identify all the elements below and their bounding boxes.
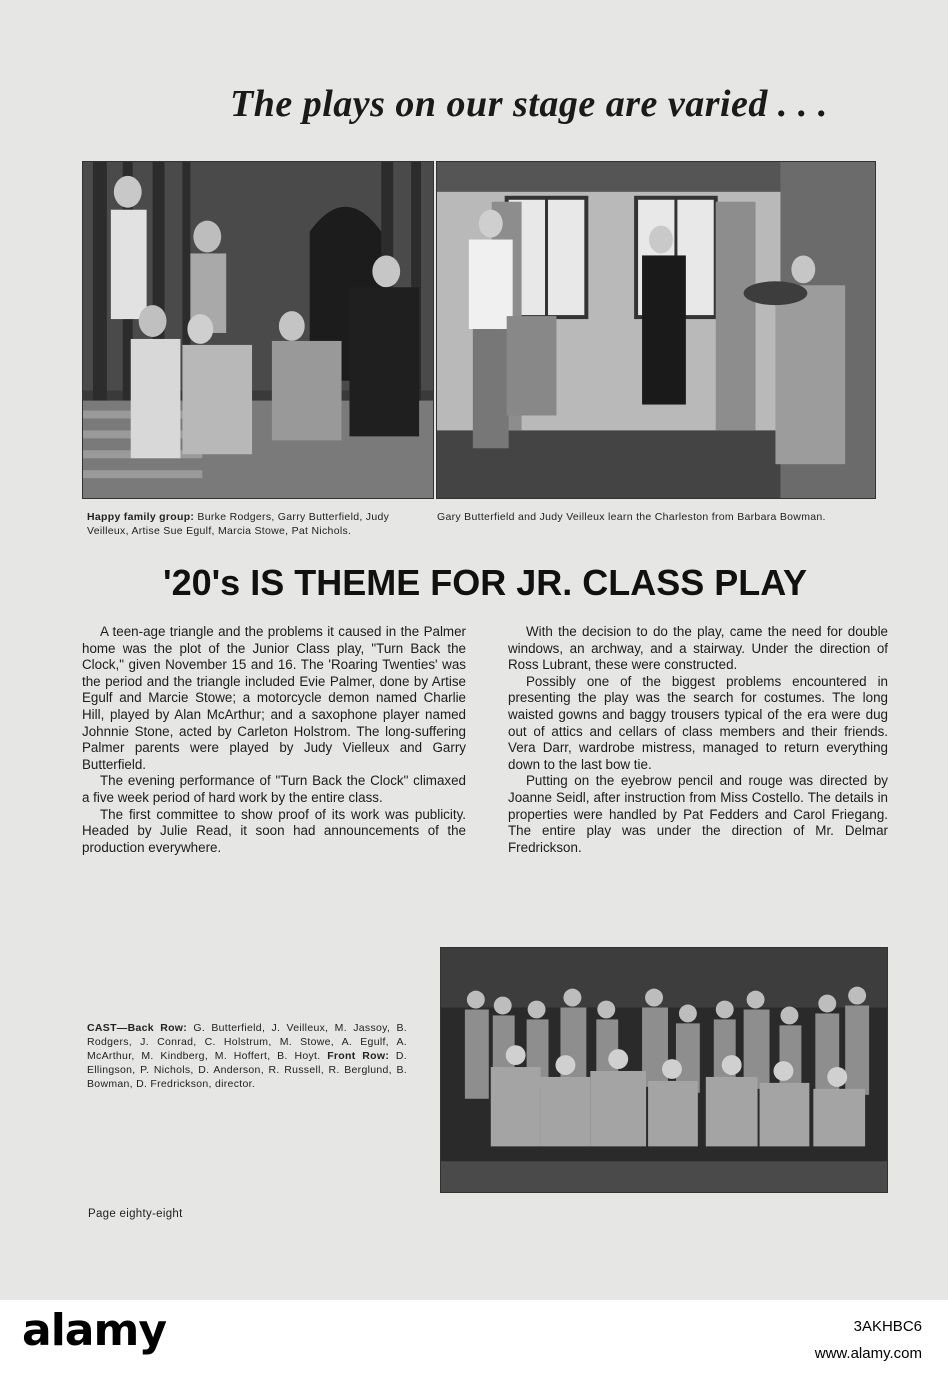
page-number: Page eighty-eight [88, 1208, 183, 1220]
article-title: '20's IS THEME FOR JR. CLASS PLAY [163, 562, 807, 603]
caption-cast-lead2: Front Row: [327, 1050, 390, 1062]
paragraph: Possibly one of the biggest problems encountered in presenting the play was the search for costumes. The long waisted gowns and baggy trousers typical of the era were dug out of attics and cellars of class members and their friends. Vera Darr, wardrobe mistress, managed to return everything down to the last bow tie. [508, 673, 888, 772]
watermark-image-id: 3AKHBC6 [853, 1318, 922, 1335]
article-column-left [82, 624, 466, 856]
caption-cast [87, 1021, 407, 1091]
caption-cast-lead: CAST—Back Row: [87, 1022, 188, 1034]
photo-family-group [82, 161, 434, 499]
photo-family-group-image [83, 162, 433, 498]
caption-family-group [87, 510, 427, 538]
watermark-logo: alamy [22, 1305, 166, 1356]
paragraph: A teen-age triangle and the problems it caused in the Palmer home was the plot of the Junior Class play, "Turn Back the Clock," given November 15 and 16. The 'Roaring Twenties' was the period and the triangle included Evie Palmer, done by Artise Egulf and Marcie Stowe; a motorcycle demon named Charlie Hill, played by Alan McArthur; and a saxophone player named Johnnie Stone, acted by Carleton Holstrom. The long-suffering Palmer parents were played by Judy Vielleux and Garry Butterfield. [82, 624, 466, 772]
caption-family-text: Burke Rodgers, Garry Butterfield, Judy Veilleux, Artise Sue Egulf, Marcia Stowe, Pat Nichols. [87, 511, 390, 537]
photo-cast-group [440, 947, 888, 1193]
article-column-right [508, 624, 888, 856]
caption-family-lead: Happy family group: [87, 511, 195, 523]
caption-charleston: Gary Butterfield and Judy Veilleux learn the Charleston from Barbara Bowman. [437, 511, 826, 523]
paragraph: Putting on the eyebrow pencil and rouge was directed by Joanne Seidl, after instruction from Miss Costello. The details in properties were handled by Pat Fedders and Carol Friegang. The entire play was under the direction of Mr. Delmar Fredrickson. [508, 773, 888, 855]
photo-cast-group-image [441, 948, 887, 1192]
paragraph: The evening performance of "Turn Back the Clock" climaxed a five week period of hard work by the entire class. [82, 773, 466, 805]
paragraph: The first committee to show proof of its work was publicity. Headed by Julie Read, it soon had announcements of the production everywhere. [82, 806, 466, 855]
watermark-url: www.alamy.com [814, 1345, 922, 1362]
paragraph: With the decision to do the play, came the need for double windows, an archway, and a stairway. Under the direction of Ross Lubrant, these were constructed. [508, 624, 888, 673]
caption-cast-text2: D. Ellingson, P. Nichols, D. Anderson, R. Russell, R. Berglund, B. Bowman, D. Fredrickson, director. [87, 1050, 407, 1090]
caption-cast-text: G. Butterfield, J. Veilleux, M. Jassoy, B. Rodgers, J. Conrad, C. Holstrum, M. Stowe, A. Egulf, A. McArthur, M. Kindberg, M. Hoffert, B. Hoyt. [87, 1022, 407, 1062]
page-headline: The plays on our stage are varied . . . [230, 83, 828, 125]
photo-charleston-image [437, 162, 875, 498]
photo-charleston [436, 161, 876, 499]
